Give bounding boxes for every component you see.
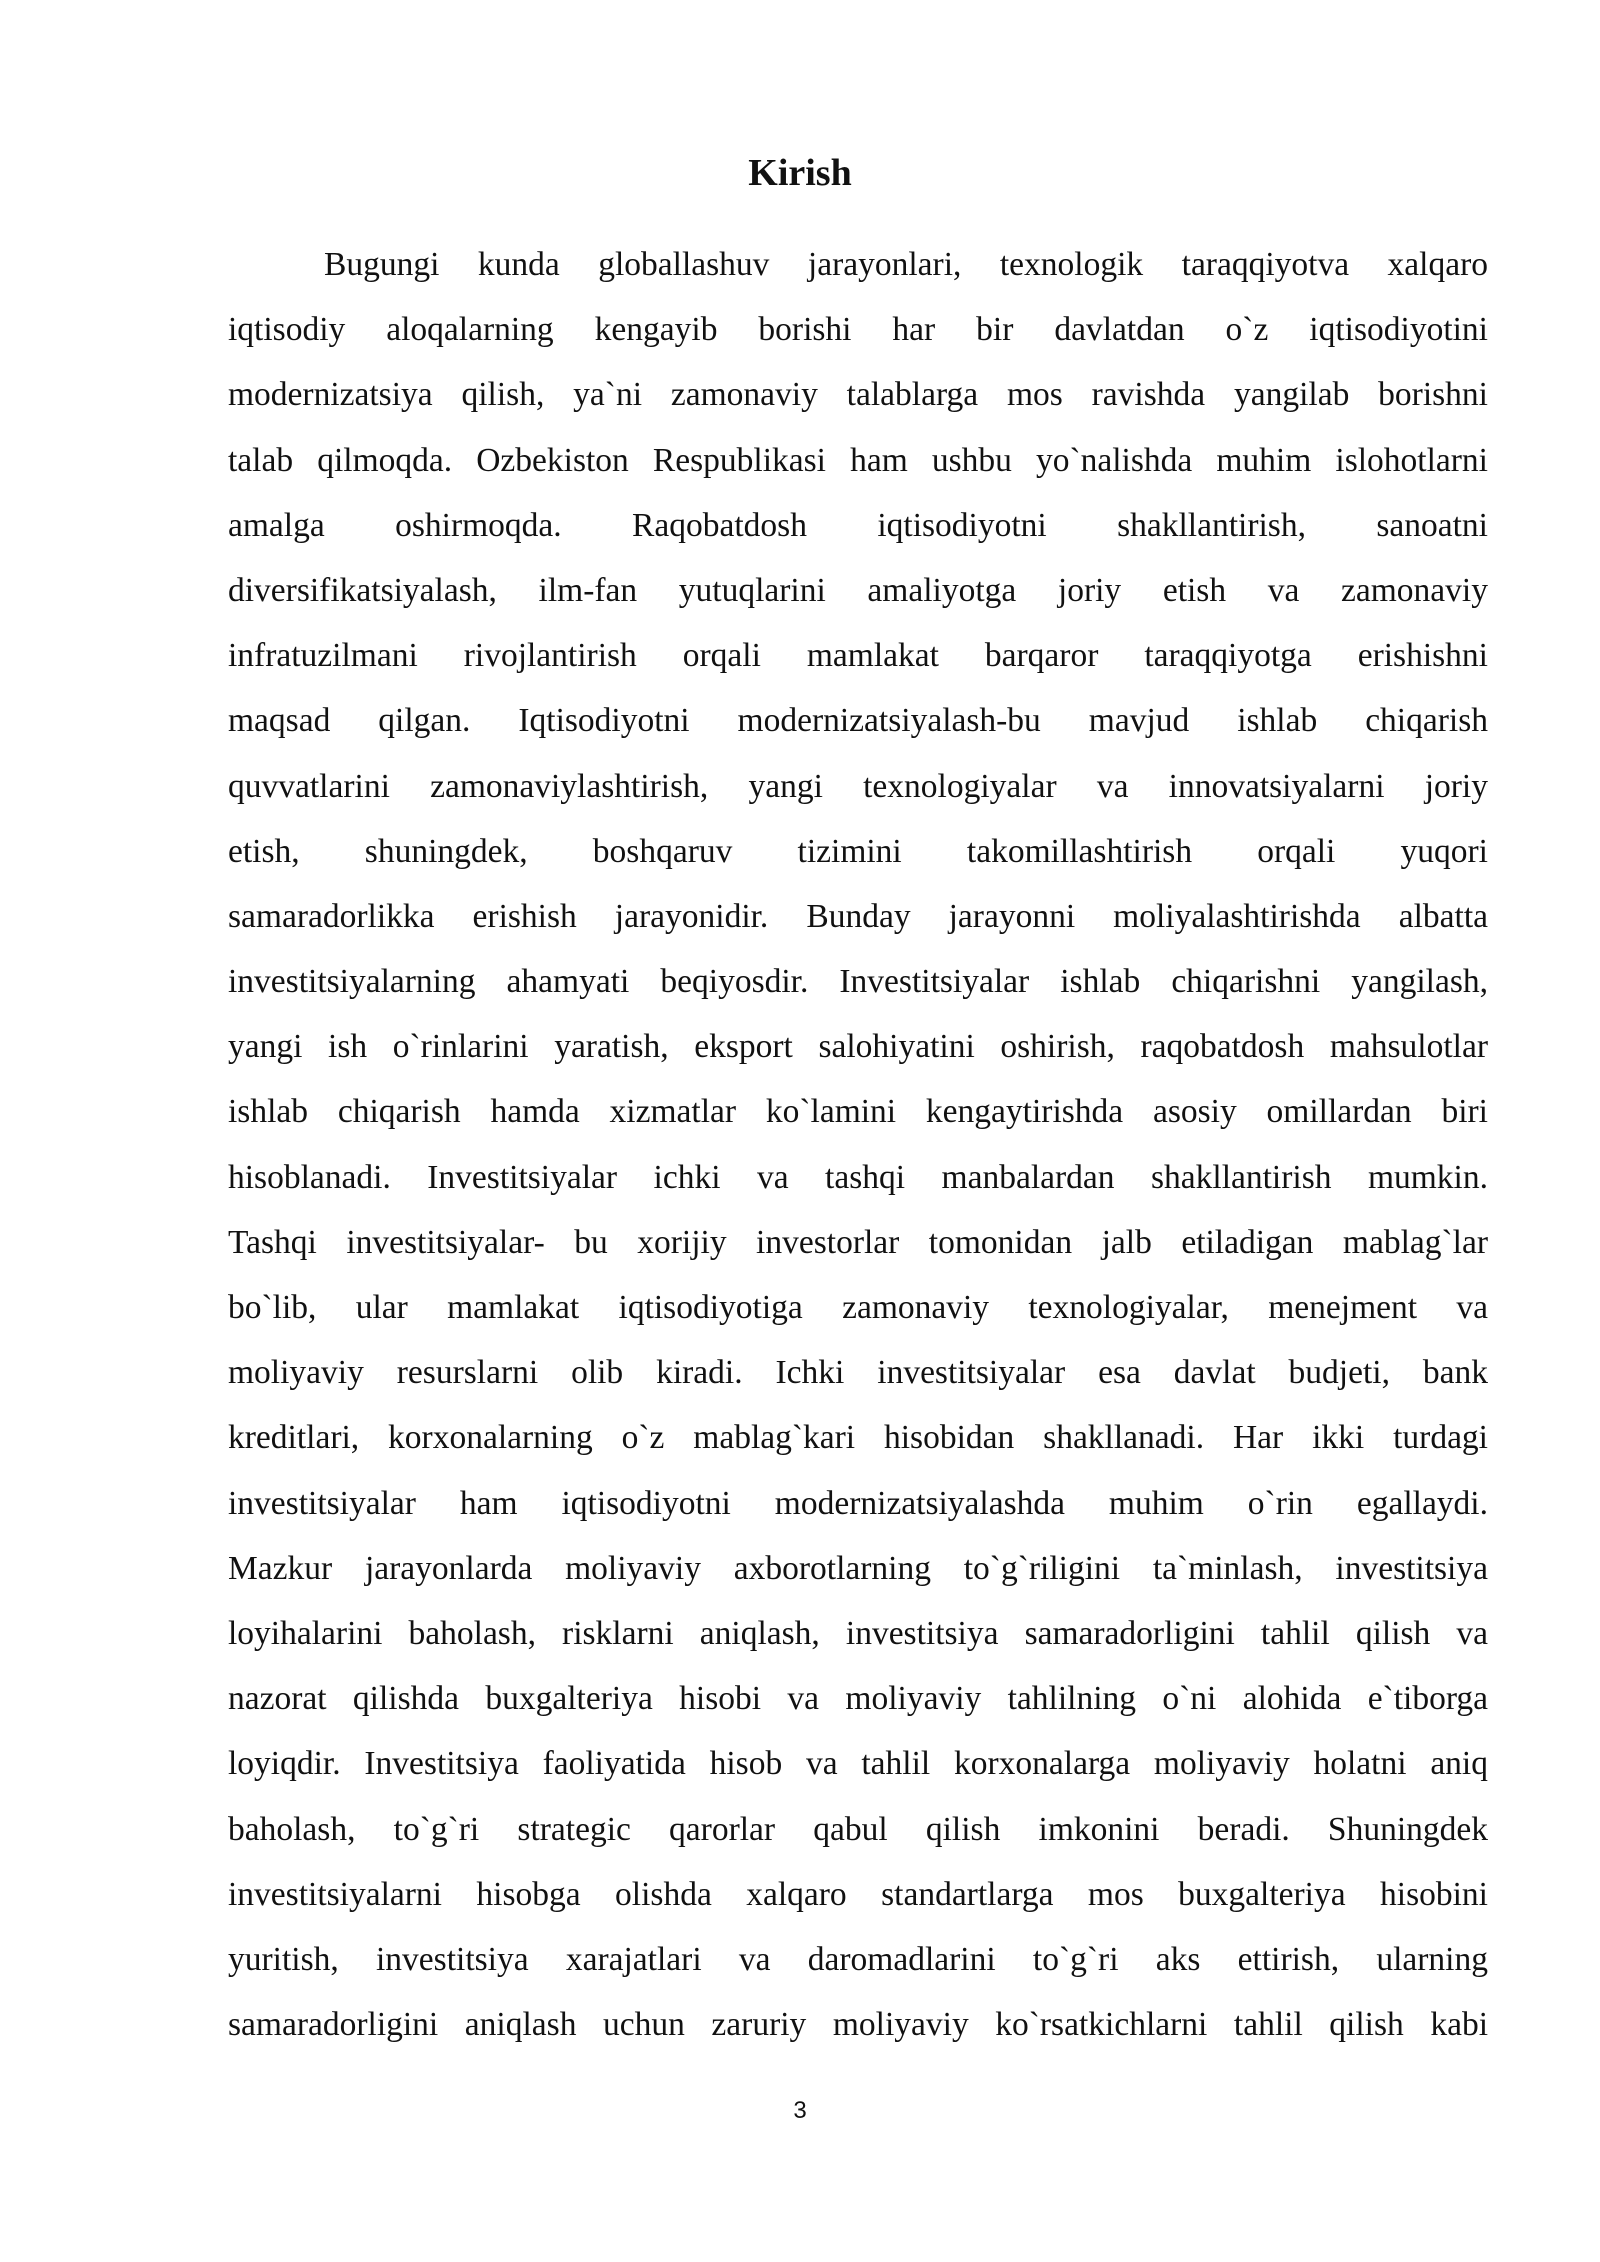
- paragraph-line: Mazkur jarayonlarda moliyaviy axborotlarning to`g`riligini ta`minlash, investitsiya: [228, 1549, 1488, 1587]
- paragraph-line: amalga oshirmoqda. Raqobatdosh iqtisodiyotni shakllantirish, sanoatni: [228, 506, 1488, 544]
- paragraph-line: loyiqdir. Investitsiya faoliyatida hisob va tahlil korxonalarga moliyaviy holatni aniq: [228, 1745, 1488, 1783]
- paragraph-line: etish, shuningdek, boshqaruv tizimini takomillashtirish orqali yuqori: [228, 832, 1488, 870]
- paragraph-line: moliyaviy resurslarni olib kiradi. Ichki investitsiyalar esa davlat budjeti, bank: [228, 1354, 1488, 1392]
- paragraph-line: infratuzilmani rivojlantirish orqali mamlakat barqaror taraqqiyotga erishishni: [228, 637, 1488, 675]
- paragraph-line: loyihalarini baholash, risklarni aniqlash, investitsiya samaradorligini tahlil qilish va: [228, 1614, 1488, 1652]
- paragraph-line: nazorat qilishda buxgalteriya hisobi va moliyaviy tahlilning o`ni alohida e`tiborga: [228, 1680, 1488, 1718]
- paragraph-line: investitsiyalarni hisobga olishda xalqaro standartlarga mos buxgalteriya hisobini: [228, 1875, 1488, 1913]
- paragraph-line: iqtisodiy aloqalarning kengayib borishi har bir davlatdan o`z iqtisodiyotini: [228, 311, 1488, 349]
- paragraph-line: ishlab chiqarish hamda xizmatlar ko`lamini kengaytirishda asosiy omillardan biri: [228, 1093, 1488, 1131]
- paragraph-line: hisoblanadi. Investitsiyalar ichki va tashqi manbalardan shakllantirish mumkin.: [228, 1158, 1488, 1196]
- paragraph-line: bo`lib, ular mamlakat iqtisodiyotiga zamonaviy texnologiyalar, menejment va: [228, 1289, 1488, 1326]
- paragraph-line: diversifikatsiyalash, ilm-fan yutuqlarini amaliyotga joriy etish va zamonaviy: [228, 571, 1488, 609]
- paragraph-line: yangi ish o`rinlarini yaratish, eksport salohiyatini oshirish, raqobatdosh mahsulotlar: [228, 1028, 1488, 1066]
- paragraph-line: kreditlari, korxonalarning o`z mablag`kari hisobidan shakllanadi. Har ikki turdagi: [228, 1419, 1488, 1457]
- paragraph-line: investitsiyalar ham iqtisodiyotni modernizatsiyalashda muhim o`rin egallaydi.: [228, 1484, 1488, 1522]
- paragraph-line: talab qilmoqda. Ozbekiston Respublikasi ham ushbu yo`nalishda muhim islohotlarni: [228, 441, 1488, 479]
- paragraph-line: maqsad qilgan. Iqtisodiyotni modernizatsiyalash-bu mavjud ishlab chiqarish: [228, 702, 1488, 740]
- paragraph-line: samaradorlikka erishish jarayonidir. Bunday jarayonni moliyalashtirishda albatta: [228, 897, 1488, 935]
- body-paragraph: [228, 232, 1488, 2057]
- paragraph-line: investitsiyalarning ahamyati beqiyosdir. Investitsiyalar ishlab chiqarishni yangilash,: [228, 963, 1488, 1001]
- paragraph-line: quvvatlarini zamonaviylashtirish, yangi texnologiyalar va innovatsiyalarni joriy: [228, 767, 1488, 805]
- page-number: 3: [793, 2097, 807, 2124]
- paragraph-line: Bugungi kunda globallashuv jarayonlari, texnologik taraqqiyotva xalqaro: [324, 246, 1488, 283]
- paragraph-line: Tashqi investitsiyalar- bu xorijiy investorlar tomonidan jalb etiladigan mablag`lar: [228, 1223, 1488, 1261]
- page-title: Kirish: [748, 152, 852, 194]
- paragraph-line: yuritish, investitsiya xarajatlari va daromadlarini to`g`ri aks ettirish, ularning: [228, 1940, 1488, 1978]
- paragraph-line: modernizatsiya qilish, ya`ni zamonaviy talablarga mos ravishda yangilab borishni: [228, 376, 1488, 414]
- paragraph-line: baholash, to`g`ri strategic qarorlar qabul qilish imkonini beradi. Shuningdek: [228, 1810, 1488, 1848]
- paragraph-line: samaradorligini aniqlash uchun zaruriy moliyaviy ko`rsatkichlarni tahlil qilish kabi: [228, 2006, 1488, 2044]
